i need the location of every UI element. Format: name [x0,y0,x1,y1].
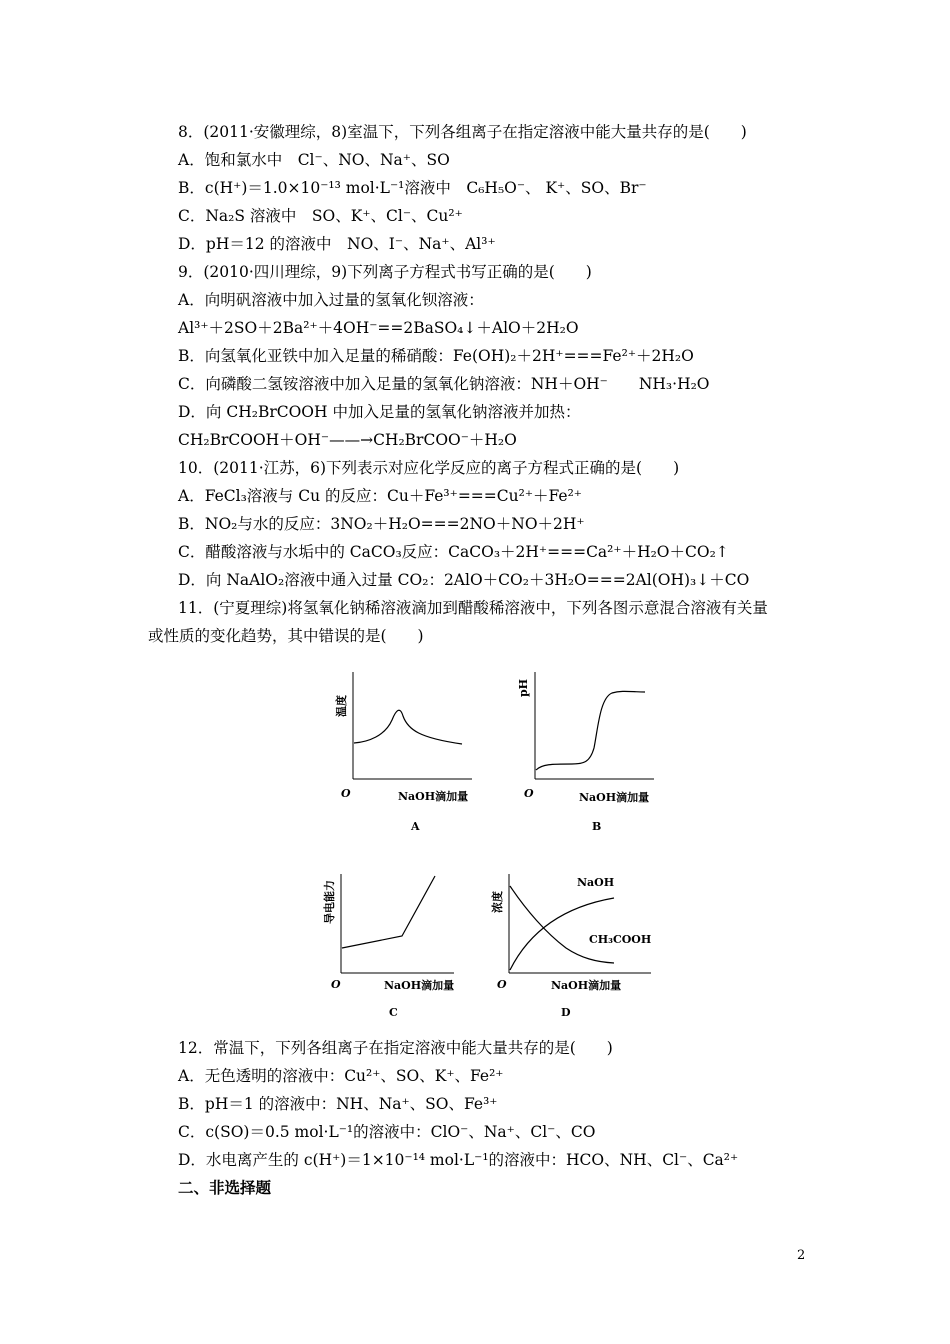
figure-d-xlabel: NaOH滴加量 [551,979,622,992]
figure-a-ylabel: 温度 [335,695,348,717]
figure-c [318,868,468,1028]
figure-d-origin: O [497,978,507,991]
question-9-option-d-equation: CH₂BrCOOH＋OH⁻——→CH₂BrCOO⁻＋H₂O [178,431,517,449]
page-number: 2 [797,1248,806,1263]
figure-a [330,668,480,838]
figure-d-caption: D [561,1006,571,1019]
figure-b-ylabel: pH [517,678,530,698]
question-9-stem: 9．(2010·四川理综，9)下列离子方程式书写正确的是( ) [178,263,592,281]
figure-b-caption: B [592,820,602,833]
question-10-option-a: A．FeCl₃溶液与 Cu 的反应：Cu＋Fe³⁺===Cu²⁺＋Fe²⁺ [178,487,582,505]
figure-c-xlabel: NaOH滴加量 [384,979,455,992]
question-8-option-d: D．pH＝12 的溶液中 NO、I⁻、Na⁺、Al³⁺ [178,235,496,253]
question-9-option-a: A．向明矾溶液中加入过量的氢氧化钡溶液： [178,291,484,309]
question-9-option-b: B．向氢氧化亚铁中加入足量的稀硝酸：Fe(OH)₂＋2H⁺===Fe²⁺＋2H₂O [178,347,694,365]
figure-b-xlabel: NaOH滴加量 [579,791,650,804]
question-8-stem: 8．(2011·安徽理综，8)室温下，下列各组离子在指定溶液中能大量共存的是( ) [178,123,747,141]
question-12-option-c: C．c(SO)＝0.5 mol·L⁻¹的溶液中：ClO⁻、Na⁺、Cl⁻、CO [178,1123,596,1141]
section-heading: 二、非选择题 [178,1178,272,1197]
question-9-option-a-equation: Al³⁺＋2SO＋2Ba²⁺＋4OH⁻==2BaSO₄↓＋AlO＋2H₂O [178,319,579,337]
figure-b [512,668,662,838]
question-11-stem: 11．(宁夏理综)将氢氧化钠稀溶液滴加到醋酸稀溶液中，下列各图示意混合溶液有关量 [178,599,768,617]
question-10-option-b: B．NO₂与水的反应：3NO₂＋H₂O===2NO＋NO＋2H⁺ [178,515,585,533]
figure-b-origin: O [524,787,534,800]
figure-d [486,868,656,1028]
question-10-stem: 10．(2011·江苏，6)下列表示对应化学反应的离子方程式正确的是( ) [178,459,680,477]
figure-a-origin: O [341,787,351,800]
question-8-option-b: B．c(H⁺)＝1.0×10⁻¹³ mol·L⁻¹溶液中 C₆H₅O⁻、 K⁺、SO、Br⁻ [178,179,647,197]
question-12-stem: 12．常温下，下列各组离子在指定溶液中能大量共存的是( ) [178,1039,613,1057]
figure-a-xlabel: NaOH滴加量 [398,790,469,803]
figure-d-ylabel: 浓度 [491,891,504,913]
question-8-option-c: C．Na₂S 溶液中 SO、K⁺、Cl⁻、Cu²⁺ [178,207,463,225]
question-12-option-b: B．pH＝1 的溶液中：NH、Na⁺、SO、Fe³⁺ [178,1095,498,1113]
figure-d-curve-ch3cooh-label: CH₃COOH [589,933,652,946]
figure-c-origin: O [331,978,341,991]
figure-c-caption: C [389,1006,398,1019]
question-9-option-d: D．向 CH₂BrCOOH 中加入足量的氢氧化钠溶液并加热： [178,403,581,421]
question-11-stem-continued: 或性质的变化趋势，其中错误的是( ) [148,627,424,645]
question-12-option-a: A．无色透明的溶液中：Cu²⁺、SO、K⁺、Fe²⁺ [178,1067,504,1085]
figure-d-curve-naoh-label: NaOH [577,876,615,889]
figure-c-ylabel: 导电能力 [323,880,336,924]
question-10-option-d: D．向 NaAlO₂溶液中通入过量 CO₂：2AlO＋CO₂＋3H₂O===2Al(OH)₃↓＋CO [178,571,750,589]
question-12-option-d: D．水电离产生的 c(H⁺)＝1×10⁻¹⁴ mol·L⁻¹的溶液中：HCO、NH、Cl⁻、Ca²⁺ [178,1151,739,1169]
question-8-option-a: A．饱和氯水中 Cl⁻、NO、Na⁺、SO [178,151,450,169]
question-9-option-c: C．向磷酸二氢铵溶液中加入足量的氢氧化钠溶液：NH＋OH⁻ NH₃·H₂O [178,375,710,393]
question-10-option-c: C．醋酸溶液与水垢中的 CaCO₃反应：CaCO₃＋2H⁺===Ca²⁺＋H₂O＋CO₂↑ [178,543,729,561]
figure-a-caption: A [411,820,420,833]
